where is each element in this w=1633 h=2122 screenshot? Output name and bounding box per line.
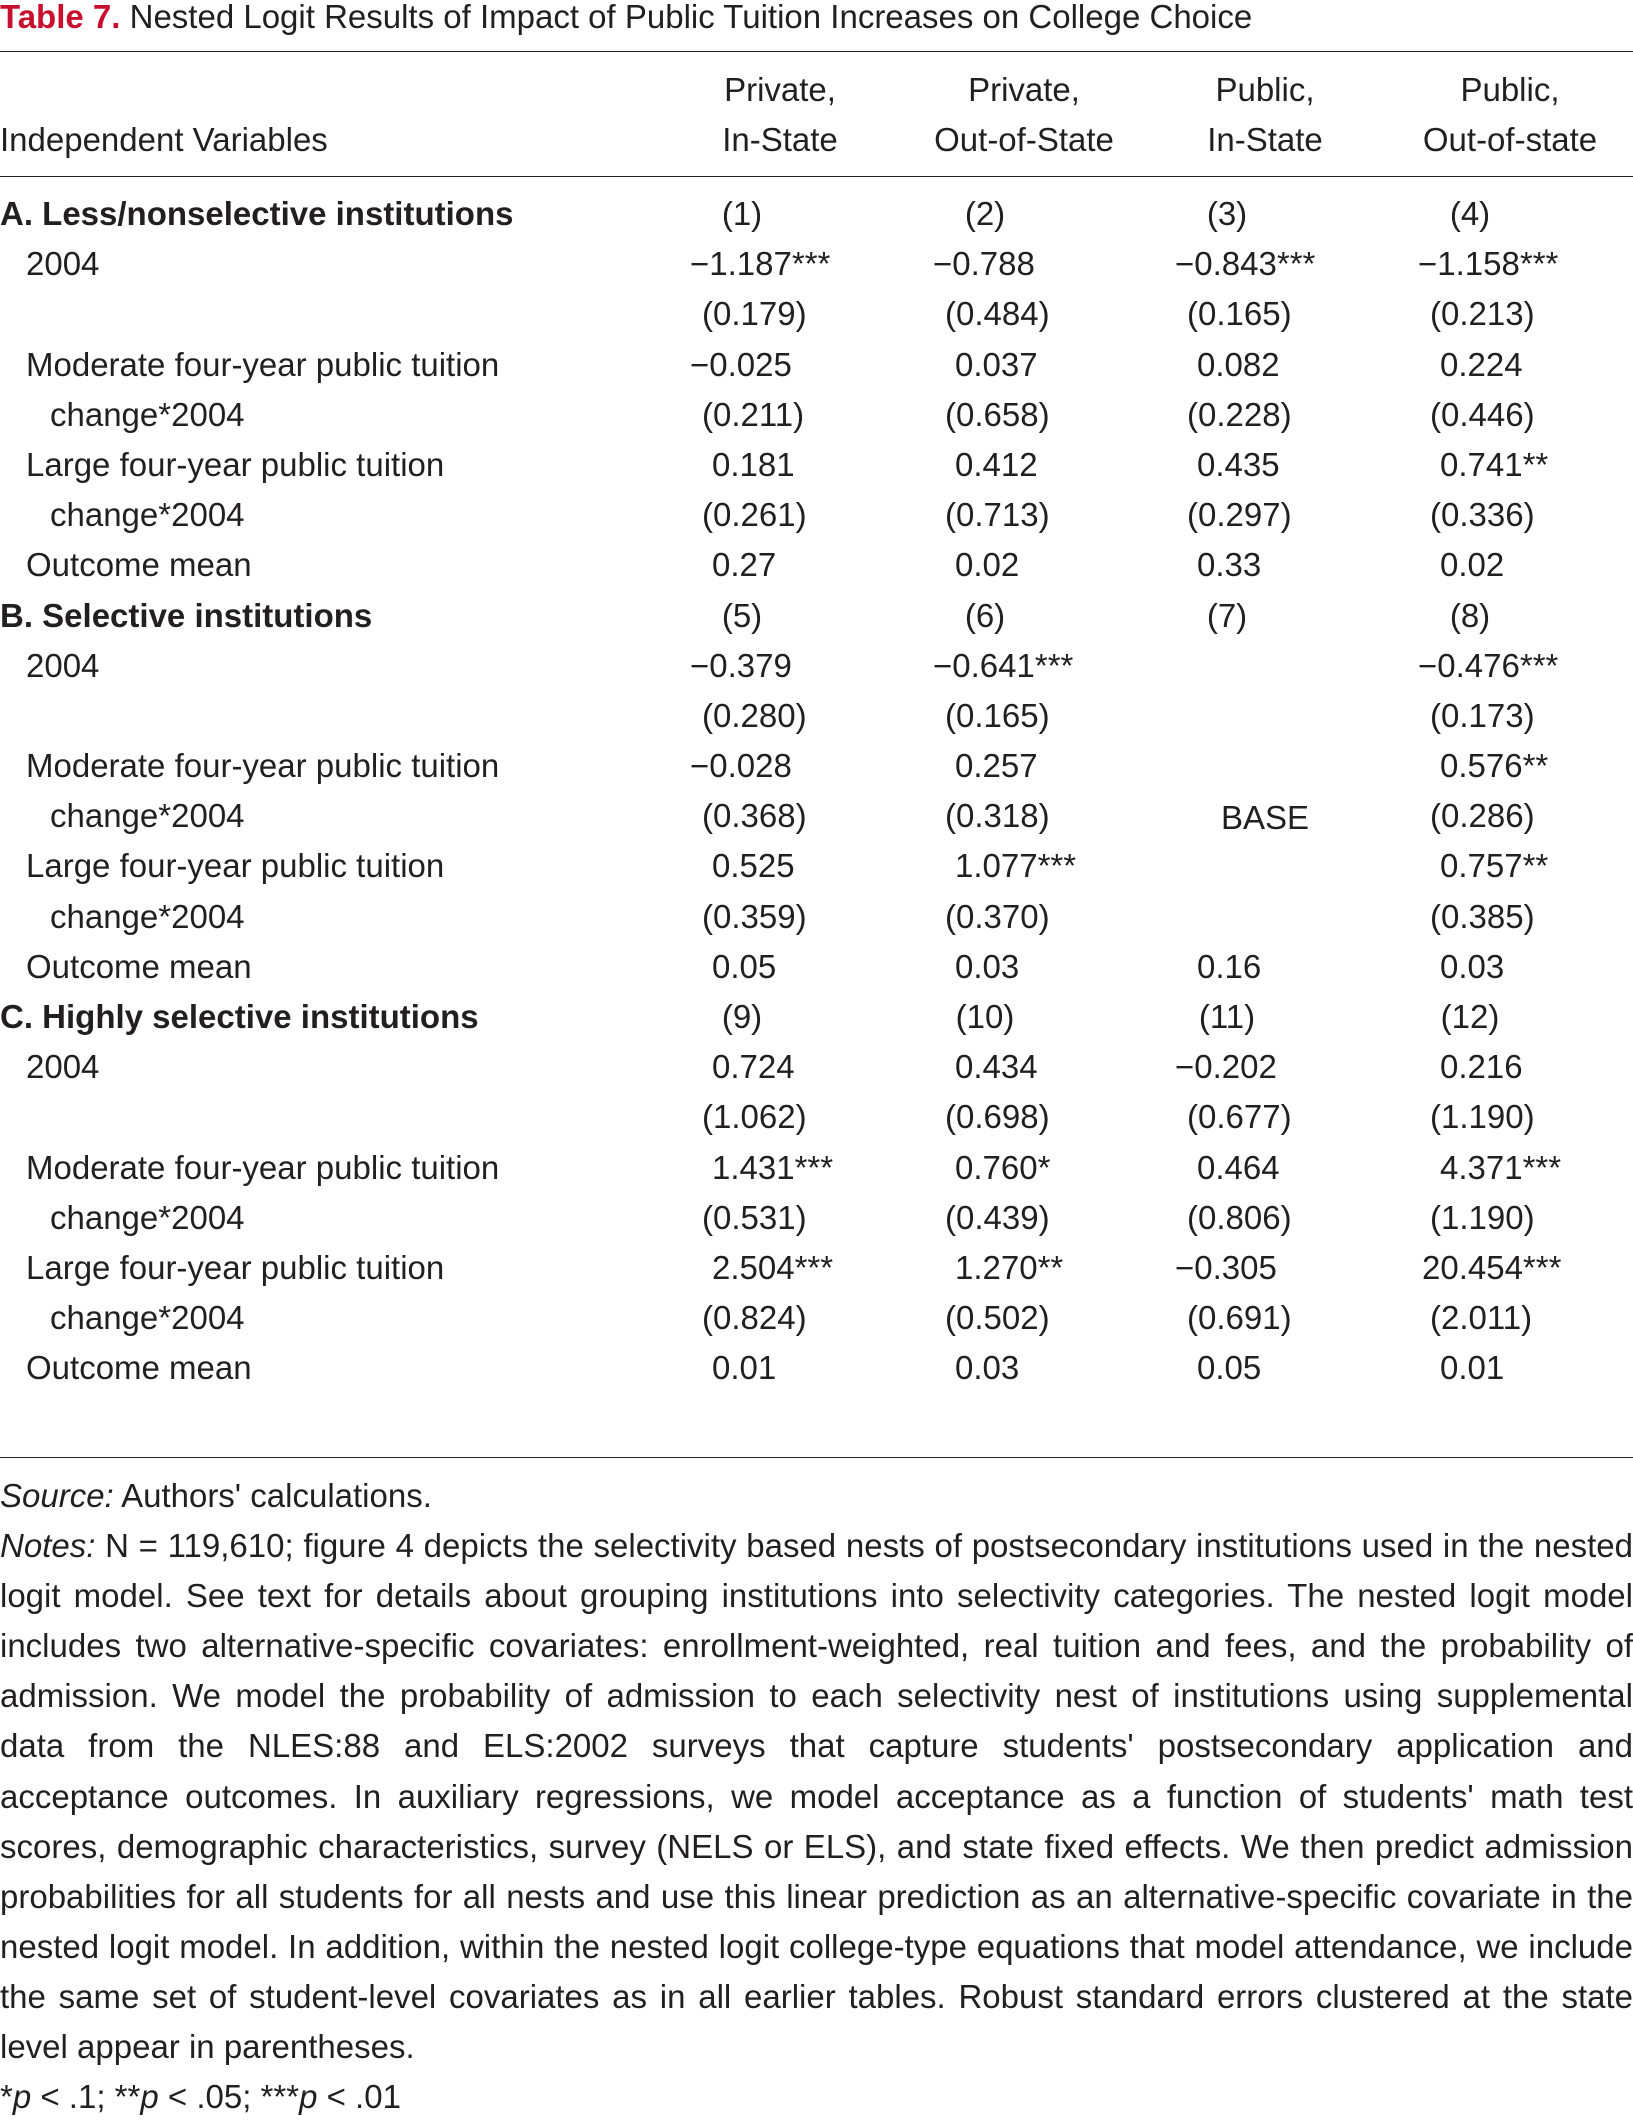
table-cell: −0.843*** <box>1175 245 1316 283</box>
table-cell: (0.280) <box>702 696 807 734</box>
table-row <box>0 340 1633 390</box>
table-cell: 0.01 <box>1440 1349 1505 1387</box>
table-cell: (0.806) <box>1187 1198 1292 1236</box>
section-label: A. Less/nonselective institutions <box>0 195 514 232</box>
column-number: (4) <box>1449 195 1491 232</box>
sig-text: < .1; ** <box>31 2078 141 2116</box>
table-cell: (2.011) <box>1430 1299 1533 1337</box>
table-cell: 0.434 <box>955 1048 1038 1086</box>
column-number: (8) <box>1449 596 1491 634</box>
table-cell: (0.179) <box>702 295 807 333</box>
col-header-1-line1: Private, <box>724 71 836 108</box>
table-cell: 0.33 <box>1197 546 1262 584</box>
col-header-4-line1: Public, <box>1460 71 1560 108</box>
table-cell: 0.03 <box>1440 947 1505 985</box>
table-cell: (1.190) <box>1430 1098 1535 1136</box>
table-cell: (1.062) <box>702 1098 807 1136</box>
table-cell: (0.173) <box>1430 696 1535 734</box>
table-row <box>0 691 1633 741</box>
table-row <box>0 1343 1633 1393</box>
column-number: (12) <box>1440 998 1500 1035</box>
base-label: BASE <box>1220 799 1310 836</box>
col-header-1-line2: In-State <box>722 121 838 158</box>
row-label: change*2004 <box>50 1299 245 1337</box>
notes-text: N = 119,610; figure 4 depicts the selectivity based nests of postsecondary institutions used in the nested logit model. See text for details about grouping institutions into selectivity categories. The nested logit model includes two alternative-specific covariates: enrollment-weighted, real tuition and fees, and the probability of admission. We model the probability of admission to each selectivity nest of institutions using supplemental data from the NLES:88 and ELS:2002 surveys that capture students' postsecondary application and acceptance outcomes. In auxiliary regressions, we model acceptance as a function of students' math test scores, demographic characteristics, survey (NELS or ELS), and state fixed effects. We then predict admission probabilities for all students for all nests and use this linear prediction as an alternative-specific covariate in the nested logit model. In addition, within the nested logit college-type equations that model attendance, we include the same set of student-level covariates as in all earlier tables. Robust standard errors clustered at the state level appear in parentheses. <box>0 1527 1633 2066</box>
table-cell: (0.228) <box>1187 395 1292 433</box>
table-cell: (0.691) <box>1187 1299 1292 1337</box>
table-cell: (0.261) <box>702 496 807 534</box>
table-notes <box>0 1471 1633 2122</box>
table-cell: 0.27 <box>712 546 777 584</box>
table-cell: 0.757** <box>1440 847 1549 885</box>
table-row <box>0 1143 1633 1193</box>
col-header-3-line1: Public, <box>1215 71 1315 108</box>
table-cell: (0.211) <box>702 395 805 433</box>
column-number: (5) <box>721 596 763 634</box>
table-row <box>0 641 1633 691</box>
sig-p: p <box>12 2078 32 2116</box>
column-number: (2) <box>964 195 1006 232</box>
table-cell: (0.385) <box>1430 897 1535 935</box>
row-label: Moderate four-year public tuition <box>26 1148 500 1186</box>
table-cell: 1.431*** <box>712 1148 834 1186</box>
table-cell: 0.741** <box>1440 445 1549 483</box>
table-cell: −1.187*** <box>690 245 831 283</box>
table-cell: (0.359) <box>702 897 807 935</box>
row-label: Outcome mean <box>26 1349 252 1387</box>
table-row <box>0 390 1633 440</box>
row-label: change*2004 <box>50 797 245 835</box>
table-cell: 0.435 <box>1197 445 1280 483</box>
table-cell: 0.181 <box>712 445 795 483</box>
table-cell: 0.05 <box>712 947 777 985</box>
sig-p: p <box>299 2078 318 2116</box>
table-row <box>0 1243 1633 1293</box>
table-cell: −0.641*** <box>933 646 1074 684</box>
table-cell: (0.439) <box>945 1198 1050 1236</box>
table-cell: (1.190) <box>1430 1198 1535 1236</box>
row-label: 2004 <box>26 646 100 684</box>
table-cell: (0.446) <box>1430 395 1535 433</box>
table-cell: (0.370) <box>945 897 1050 935</box>
row-label: Large four-year public tuition <box>26 847 445 885</box>
table-cell: 0.03 <box>955 1349 1020 1387</box>
table-cell: −0.202 <box>1175 1048 1277 1086</box>
bottom-rule <box>0 1457 1633 1458</box>
table-cell: 0.16 <box>1197 947 1262 985</box>
table-number: Table 7. <box>0 0 121 35</box>
row-label: change*2004 <box>50 496 245 534</box>
table-row <box>0 741 1633 791</box>
table-cell: −0.379 <box>690 646 792 684</box>
table-row <box>0 1193 1633 1243</box>
column-number: (11) <box>1198 998 1256 1035</box>
section-label: C. Highly selective institutions <box>0 998 479 1035</box>
table-cell: 0.037 <box>955 345 1038 383</box>
table-caption: Nested Logit Results of Impact of Public Tuition Increases on College Choice <box>129 0 1253 35</box>
table-cell: 0.216 <box>1440 1048 1523 1086</box>
top-rule <box>0 51 1633 52</box>
significance-line <box>0 2072 1633 2122</box>
sig-text: < .05; *** <box>158 2078 300 2116</box>
table-title <box>0 0 1252 34</box>
table-cell: 0.257 <box>955 747 1038 785</box>
table-row <box>0 841 1633 891</box>
column-number: (3) <box>1206 195 1248 232</box>
source-line <box>0 1471 1633 1521</box>
column-number: (10) <box>955 998 1015 1035</box>
table-cell: 0.464 <box>1197 1148 1280 1186</box>
sig-p: p <box>140 2078 159 2116</box>
table-row <box>0 239 1633 289</box>
header-row-label: Independent Variables <box>0 121 328 158</box>
table-cell: (0.318) <box>945 797 1050 835</box>
table-cell: 0.412 <box>955 445 1038 483</box>
table-row <box>0 440 1633 490</box>
table-cell: (0.165) <box>1187 295 1292 333</box>
table-cell: 1.270** <box>955 1248 1064 1286</box>
table-cell: 0.02 <box>1440 546 1505 584</box>
table-cell: (0.297) <box>1187 496 1292 534</box>
table-row <box>0 490 1633 540</box>
table-cell: 0.724 <box>712 1048 795 1086</box>
notes-label: Notes: <box>0 1527 96 1565</box>
table-cell: −0.028 <box>690 747 792 785</box>
source-label: Source: <box>0 1477 114 1514</box>
table-cell: (0.658) <box>945 395 1050 433</box>
table-cell: 1.077*** <box>955 847 1077 885</box>
source-text: Authors' calculations. <box>113 1477 432 1514</box>
table-cell: 0.224 <box>1440 345 1523 383</box>
column-number: (9) <box>721 998 763 1035</box>
table-row <box>0 791 1633 841</box>
table-row <box>0 540 1633 590</box>
col-header-4-line2: Out-of-state <box>1422 121 1598 158</box>
notes-paragraph <box>0 1521 1633 2072</box>
table-row <box>0 1092 1633 1142</box>
table-cell: −0.025 <box>690 345 792 383</box>
table-row <box>0 1293 1633 1343</box>
table-cell: −0.476*** <box>1418 646 1559 684</box>
column-number: (6) <box>964 596 1006 634</box>
table-cell: 0.760* <box>955 1148 1051 1186</box>
table-cell: 0.082 <box>1197 345 1280 383</box>
table-cell: (0.502) <box>945 1299 1050 1337</box>
table-cell: (0.531) <box>702 1198 807 1236</box>
table-row <box>0 942 1633 992</box>
row-label: change*2004 <box>50 897 245 935</box>
section-row <box>0 189 1633 239</box>
col-header-2-line2: Out-of-State <box>934 121 1114 158</box>
row-label: Moderate four-year public tuition <box>26 747 500 785</box>
table-row <box>0 1042 1633 1092</box>
table-row <box>0 892 1633 942</box>
table-cell: (0.165) <box>945 696 1050 734</box>
table-cell: (0.484) <box>945 295 1050 333</box>
row-label: change*2004 <box>50 395 245 433</box>
row-label: Large four-year public tuition <box>26 445 445 483</box>
table-cell: (0.677) <box>1187 1098 1292 1136</box>
table-cell: −1.158*** <box>1418 245 1559 283</box>
table-row <box>0 289 1633 339</box>
sig-star: * <box>0 2078 13 2116</box>
results-table <box>0 189 1633 1394</box>
section-row <box>0 591 1633 641</box>
row-label: Moderate four-year public tuition <box>26 345 500 383</box>
table-cell: (0.286) <box>1430 797 1535 835</box>
header-rule <box>0 176 1633 177</box>
table-cell: 0.525 <box>712 847 795 885</box>
section-label: B. Selective institutions <box>0 596 373 634</box>
table-cell: −0.788 <box>933 245 1035 283</box>
table-cell: 0.01 <box>712 1349 777 1387</box>
row-label: Outcome mean <box>26 546 252 584</box>
sig-text: < .01 <box>317 2078 401 2116</box>
table-cell: 0.03 <box>955 947 1020 985</box>
row-label: Large four-year public tuition <box>26 1248 445 1286</box>
table-cell: 2.504*** <box>712 1248 834 1286</box>
table-cell: (0.336) <box>1430 496 1535 534</box>
row-label: Outcome mean <box>26 947 252 985</box>
row-label: 2004 <box>26 1048 100 1086</box>
row-label: 2004 <box>26 245 100 283</box>
row-label: change*2004 <box>50 1198 245 1236</box>
col-header-3-line2: In-State <box>1207 121 1323 158</box>
table-cell: 20.454*** <box>1422 1248 1562 1286</box>
table-cell: −0.305 <box>1175 1248 1277 1286</box>
table-cell: (0.713) <box>945 496 1050 534</box>
column-number: (7) <box>1206 596 1248 634</box>
table-cell: (0.824) <box>702 1299 807 1337</box>
table-cell: (0.698) <box>945 1098 1050 1136</box>
table-cell: 0.05 <box>1197 1349 1262 1387</box>
column-number: (1) <box>721 195 763 232</box>
table-cell: (0.213) <box>1430 295 1535 333</box>
table-cell: 4.371*** <box>1440 1148 1562 1186</box>
col-header-2-line1: Private, <box>968 71 1080 108</box>
section-row <box>0 992 1633 1042</box>
table-cell: 0.576** <box>1440 747 1549 785</box>
table-cell: (0.368) <box>702 797 807 835</box>
table-cell: 0.02 <box>955 546 1020 584</box>
